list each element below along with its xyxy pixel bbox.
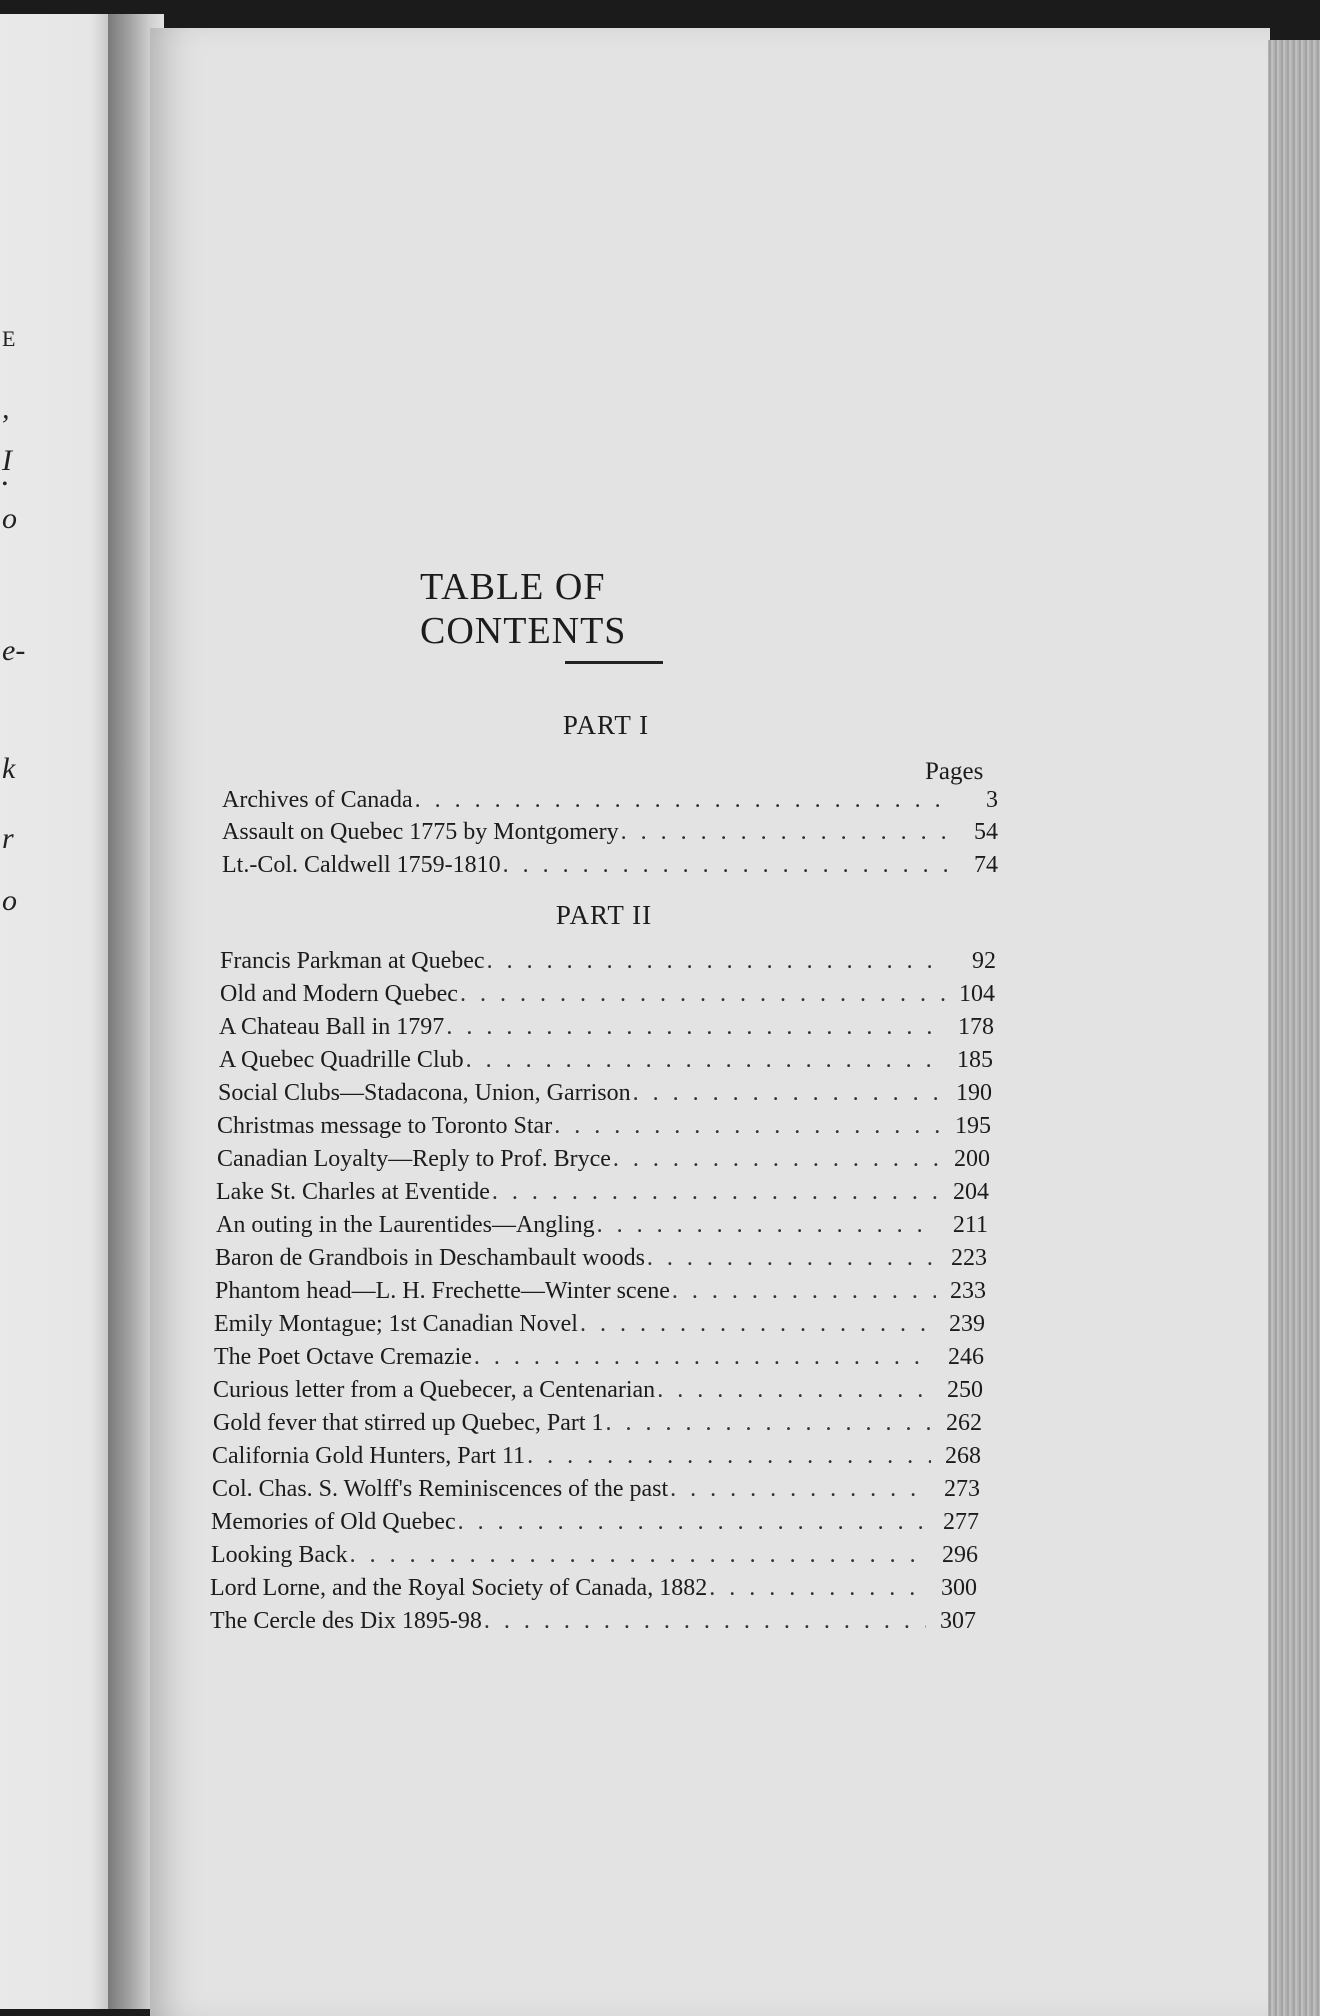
toc-entry-page: 250: [947, 1377, 983, 1403]
toc-entry[interactable]: [215, 1278, 986, 1305]
dot-leader: [613, 1146, 940, 1173]
toc-entry-title: Archives of Canada: [222, 787, 413, 813]
left-page-glyph: e-: [2, 634, 26, 667]
toc-entry-page: 92: [972, 948, 996, 974]
toc-entry[interactable]: [220, 981, 995, 1008]
toc-entry-page: 54: [974, 819, 998, 845]
dot-leader: [527, 1443, 931, 1470]
toc-entry-title: Christmas message to Toronto Star: [217, 1113, 553, 1139]
page-fore-edge: [1268, 40, 1320, 2016]
left-page-glyph: ,: [2, 392, 10, 425]
dot-leader: [492, 1179, 939, 1206]
left-page-glyph: r: [2, 822, 14, 855]
toc-entry-page: 300: [941, 1575, 977, 1601]
left-page-glyph: o: [2, 884, 17, 917]
dot-leader: [484, 1608, 926, 1635]
toc-entry[interactable]: [218, 1080, 992, 1107]
toc-entry[interactable]: [215, 1245, 987, 1272]
page-title: TABLE OF CONTENTS: [420, 566, 627, 652]
left-page-glyph: k: [2, 752, 16, 785]
toc-entry-title: Gold fever that stirred up Quebec, Part 1: [213, 1410, 604, 1436]
toc-entry-title: Old and Modern Quebec: [220, 981, 458, 1007]
dot-leader: [503, 852, 948, 879]
toc-entry-page: 178: [958, 1014, 994, 1040]
toc-entry-page: 296: [942, 1542, 978, 1568]
title-rule: [565, 661, 663, 664]
toc-entry-page: 204: [953, 1179, 989, 1205]
toc-entry[interactable]: [217, 1113, 991, 1140]
pages-column-label: Pages: [925, 758, 984, 785]
dot-leader: [597, 1212, 938, 1239]
toc-entry[interactable]: [211, 1509, 979, 1536]
toc-entry-title: Emily Montague; 1st Canadian Novel: [214, 1311, 578, 1337]
toc-entry[interactable]: [217, 1146, 990, 1173]
dot-leader: [580, 1311, 935, 1338]
toc-entry[interactable]: [222, 787, 998, 814]
toc-entry-page: 211: [952, 1212, 988, 1238]
dot-leader: [670, 1476, 930, 1503]
toc-entry-page: 195: [955, 1113, 991, 1139]
dot-leader: [458, 1509, 929, 1536]
toc-entry[interactable]: [214, 1344, 984, 1371]
toc-entry-page: 246: [948, 1344, 984, 1370]
toc-entry-title: Lord Lorne, and the Royal Society of Canada, 1882: [210, 1575, 708, 1601]
dot-leader: [709, 1575, 927, 1602]
toc-entry[interactable]: [216, 1179, 989, 1206]
dot-leader: [672, 1278, 936, 1305]
toc-entry-page: 185: [957, 1047, 993, 1073]
toc-entry-title: California Gold Hunters, Part 11: [212, 1443, 526, 1469]
toc-entry-title: Phantom head—L. H. Frechette—Winter scene: [215, 1278, 670, 1304]
toc-entry[interactable]: [212, 1443, 981, 1470]
toc-entry-page: 223: [951, 1245, 987, 1271]
dot-leader: [657, 1377, 933, 1404]
toc-entry[interactable]: [216, 1212, 988, 1239]
toc-entry-title: Lt.-Col. Caldwell 1759-1810: [222, 852, 501, 878]
toc-entry-title: Col. Chas. S. Wolff's Reminiscences of the past: [212, 1476, 669, 1502]
toc-entry-page: 190: [956, 1080, 992, 1106]
toc-entry[interactable]: [210, 1608, 976, 1635]
toc-entry-title: The Cercle des Dix 1895-98: [210, 1608, 482, 1634]
toc-entry-title: Curious letter from a Quebecer, a Centenarian: [213, 1377, 656, 1403]
toc-entry-title: A Quebec Quadrille Club: [219, 1047, 464, 1073]
toc-entry-title: Baron de Grandbois in Deschambault woods: [215, 1245, 645, 1271]
toc-entry-page: 200: [954, 1146, 990, 1172]
toc-entry-page: 3: [986, 787, 998, 813]
toc-entry-title: An outing in the Laurentides—Angling: [216, 1212, 595, 1238]
toc-entry[interactable]: [220, 948, 996, 975]
dot-leader: [606, 1410, 932, 1437]
dot-leader: [474, 1344, 934, 1371]
toc-entry-title: Memories of Old Quebec: [211, 1509, 456, 1535]
dot-leader: [647, 1245, 937, 1272]
dot-leader: [466, 1047, 943, 1074]
toc-entry[interactable]: [212, 1476, 980, 1503]
toc-entry-page: 233: [950, 1278, 986, 1304]
toc-entry-title: Assault on Quebec 1775 by Montgomery: [222, 819, 619, 845]
left-page-glyph: E: [2, 326, 16, 351]
toc-entry-page: 268: [945, 1443, 981, 1469]
left-page-glyph: o: [2, 502, 17, 535]
part-heading: PART I: [562, 710, 650, 740]
toc-entry[interactable]: [210, 1575, 977, 1602]
toc-entry[interactable]: [219, 1014, 994, 1041]
toc-entry-title: Looking Back: [211, 1542, 348, 1568]
dot-leader: [487, 948, 946, 975]
toc-entry[interactable]: [213, 1410, 982, 1437]
toc-entry-title: Francis Parkman at Quebec: [220, 948, 485, 974]
toc-entry[interactable]: [222, 819, 998, 846]
dot-leader: [415, 787, 948, 814]
toc-entry[interactable]: [214, 1311, 985, 1338]
toc-entry-title: A Chateau Ball in 1797: [219, 1014, 445, 1040]
left-page-glyph: •: [2, 476, 8, 493]
dot-leader: [460, 981, 945, 1008]
toc-entry-page: 104: [959, 981, 995, 1007]
toc-entry-title: Social Clubs—Stadacona, Union, Garrison: [218, 1080, 631, 1106]
part-heading: PART II: [555, 900, 653, 930]
dot-leader: [633, 1080, 942, 1107]
toc-entry-title: Lake St. Charles at Eventide: [216, 1179, 490, 1205]
toc-entry-page: 239: [949, 1311, 985, 1337]
toc-entry[interactable]: [222, 852, 998, 879]
toc-entry[interactable]: [213, 1377, 983, 1404]
toc-entry-title: Canadian Loyalty—Reply to Prof. Bryce: [217, 1146, 611, 1172]
toc-entry-title: The Poet Octave Cremazie: [214, 1344, 472, 1370]
toc-entry-page: 262: [946, 1410, 982, 1436]
toc-entry-page: 74: [974, 852, 998, 878]
dot-leader: [446, 1014, 944, 1041]
dot-leader: [621, 819, 948, 846]
toc-entry-page: 307: [940, 1608, 976, 1634]
left-page-glyph: I: [2, 444, 12, 477]
toc-entry-page: 277: [943, 1509, 979, 1535]
dot-leader: [350, 1542, 928, 1569]
dot-leader: [554, 1113, 941, 1140]
toc-entry[interactable]: [211, 1542, 978, 1569]
toc-entry[interactable]: [219, 1047, 993, 1074]
toc-entry-page: 273: [944, 1476, 980, 1502]
